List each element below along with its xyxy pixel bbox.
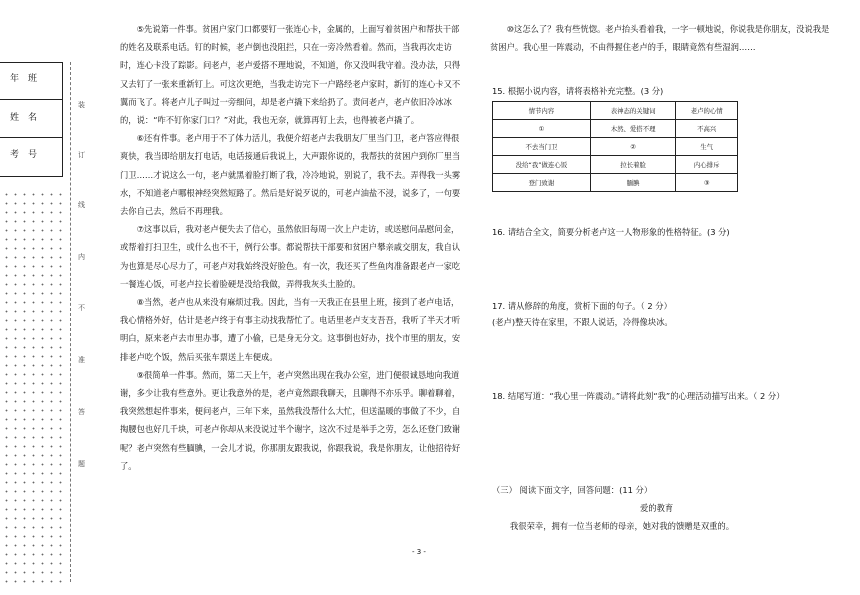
story-paragraph-7: ⑦这事以后，我对老卢便失去了信心，虽然依旧每周一次上户走访，或送慰问品慰问金，或帮着打扫卫生，或什么也不干，例行公事。都说帮扶干部要和贫困户攀亲戚交朋友，我自认为也算是尽心尽力了，可老卢对我始终没好脸色。有一次，我还买了些鱼肉准备跟老卢一家吃一餐连心饭，可老卢拉长着脸硬是没给我做，弄得我灰头土脸的。	[120, 224, 461, 289]
essay-title: 爱的教育	[640, 503, 674, 513]
student-info-box	[0, 62, 63, 177]
seal-line	[70, 62, 71, 582]
seal-char: 线	[78, 201, 85, 209]
question-17-sentence: (老卢)整天待在家里，不跟人说话，冷得像块冰。	[492, 317, 673, 327]
question-16: 16. 请结合全文，简要分析老卢这一人物形象的性格特征。(3 分)	[492, 227, 730, 237]
seal-char: 装	[78, 101, 85, 109]
exam-number-label: 考 号	[10, 150, 38, 160]
seal-char: 题	[78, 460, 85, 468]
seal-char: 不	[78, 304, 85, 312]
table-row	[493, 138, 738, 156]
table-cell: 拉长着脸	[590, 156, 676, 174]
question-15: 15. 根据小说内容，请将表格补充完整。(3 分)	[492, 86, 664, 96]
table-row	[493, 156, 738, 174]
question-18: 18. 结尾写道：“我心里一阵震动。”请将此刻“我”的心理活动描写出来。（ 2 分）	[492, 391, 785, 401]
table-cell: 没给“我”做连心饭	[493, 156, 591, 174]
info-divider	[0, 99, 62, 100]
table-row	[493, 174, 738, 192]
story-paragraph-10-block	[490, 20, 832, 56]
story-paragraph-10: ⑩这怎么了？我有些恍惚。老卢抬头看着我，一字一顿地说，你说我是你朋友，没说我是贫困户。我心里一阵震动，不由得握住老卢的手，眼睛竟然有些湿润……	[490, 24, 830, 53]
story-paragraph-8: ⑧当然，老卢也从来没有麻烦过我。因此，当有一天我正在县里上班，接到了老卢电话，我心情格外好，估计是老卢终于有事主动找我帮忙了。电话里老卢支支吾吾，我听了半天才听明白，原来老卢去市里办事，遭了小偷，已是身无分文。这事倒也好办，找个市里的朋友，安排老卢吃个饭，然后买张车票送上车便成。	[120, 297, 461, 362]
page-number: - 3 -	[412, 548, 426, 556]
table-cell: 不高兴	[676, 120, 738, 138]
table-cell: 木然、爱搭不理	[590, 120, 676, 138]
table-row	[493, 120, 738, 138]
story-paragraph-5: ⑤先说第一件事。贫困户家门口都要钉一张连心卡，金属的，上面写着贫困户和帮扶干部的姓名及联系电话。钉的时候，老卢倒也没阻拦，只在一旁冷然看着。然而，当我再次走访时，连心卡没了踪影。问老卢，老卢爱搭不理地说，不知道，你又没叫我守着。没办法，只得又去钉了一张来重新钉上。可这次更绝，当我走访完下一户路经老卢家时，新钉的连心卡又不翼而飞了。将老卢儿子叫过一旁细问，却是老卢撬下来给扔了。责问老卢，老卢依旧冷冰冰的，说：“咋不钉你家门口？”对此，我也无奈，就算再钉上去，也得被老卢撬了。	[120, 24, 461, 126]
binding-dot-pattern	[2, 190, 62, 585]
table-header-cell: 老卢的心情	[676, 102, 738, 120]
seal-char: 内	[78, 253, 85, 261]
class-label: 年 班	[10, 74, 38, 84]
table-cell: 登门致谢	[493, 174, 591, 192]
question-15-table	[492, 101, 738, 192]
table-header-cell: 表神态的关键词	[590, 102, 676, 120]
table-cell: 生气	[676, 138, 738, 156]
table-blank-1[interactable]: ①	[493, 120, 591, 138]
table-blank-3[interactable]: ③	[676, 174, 738, 192]
section-3-heading: （三） 阅读下面文字，回答问题：(11 分）	[492, 485, 653, 495]
table-cell: 腼腆	[590, 174, 676, 192]
essay-first-line: 我很荣幸，拥有一位当老师的母亲，她对我的馈赠是双重的。	[510, 521, 735, 531]
table-cell: 不去当门卫	[493, 138, 591, 156]
story-paragraph-6: ⑥还有件事。老卢用于不了体力活儿，我便介绍老卢去我朋友厂里当门卫，老卢答应得很爽快，我当即给朋友打电话，电话接通后我说上，大声跟你说的，我帮扶的贫困户到你厂里当门卫……才说这么一句，老卢就黑着脸打断了我，冷冷地说，别说了，我不去。弄得我一头雾水，不知道老卢哪根神经突然短路了。然后是好说歹说的，可老卢油盐不浸，说多了，一句要去你自己去，然后不再理我。	[120, 133, 461, 217]
table-header-cell: 情节内容	[493, 102, 591, 120]
seal-char: 订	[78, 151, 85, 159]
story-paragraph-9: ⑨很简单一件事。然而，第二天上午，老卢突然出现在我办公室，进门便很诚恳地向我道谢，多少让我有些意外。更让我意外的是，老卢竟然跟我聊天，且聊得不亦乐乎。聊着聊着，我突然想起件事来，便问老卢，三年下来，虽然我没帮什么大忙，但送温暖的事做了不少，自掏腰包也好几千块，可老卢你却从来没说过半个谢字，这次不过是举手之劳，怎么还登门致谢呢？老卢突然有些腼腆，一会儿才说，你那朋友跟我说，你跟我说，我是你朋友，让他招待好了。	[120, 369, 461, 471]
seal-char: 答	[78, 408, 85, 416]
table-header-row	[493, 102, 738, 120]
story-left-column	[120, 20, 462, 475]
question-17: 17. 请从修辞的角度，赏析下面的句子。（ 2 分）	[492, 301, 672, 311]
name-label: 姓 名	[10, 113, 38, 123]
table-cell: 内心排斥	[676, 156, 738, 174]
info-divider	[0, 137, 62, 138]
seal-char: 准	[78, 356, 85, 364]
table-blank-2[interactable]: ②	[590, 138, 676, 156]
